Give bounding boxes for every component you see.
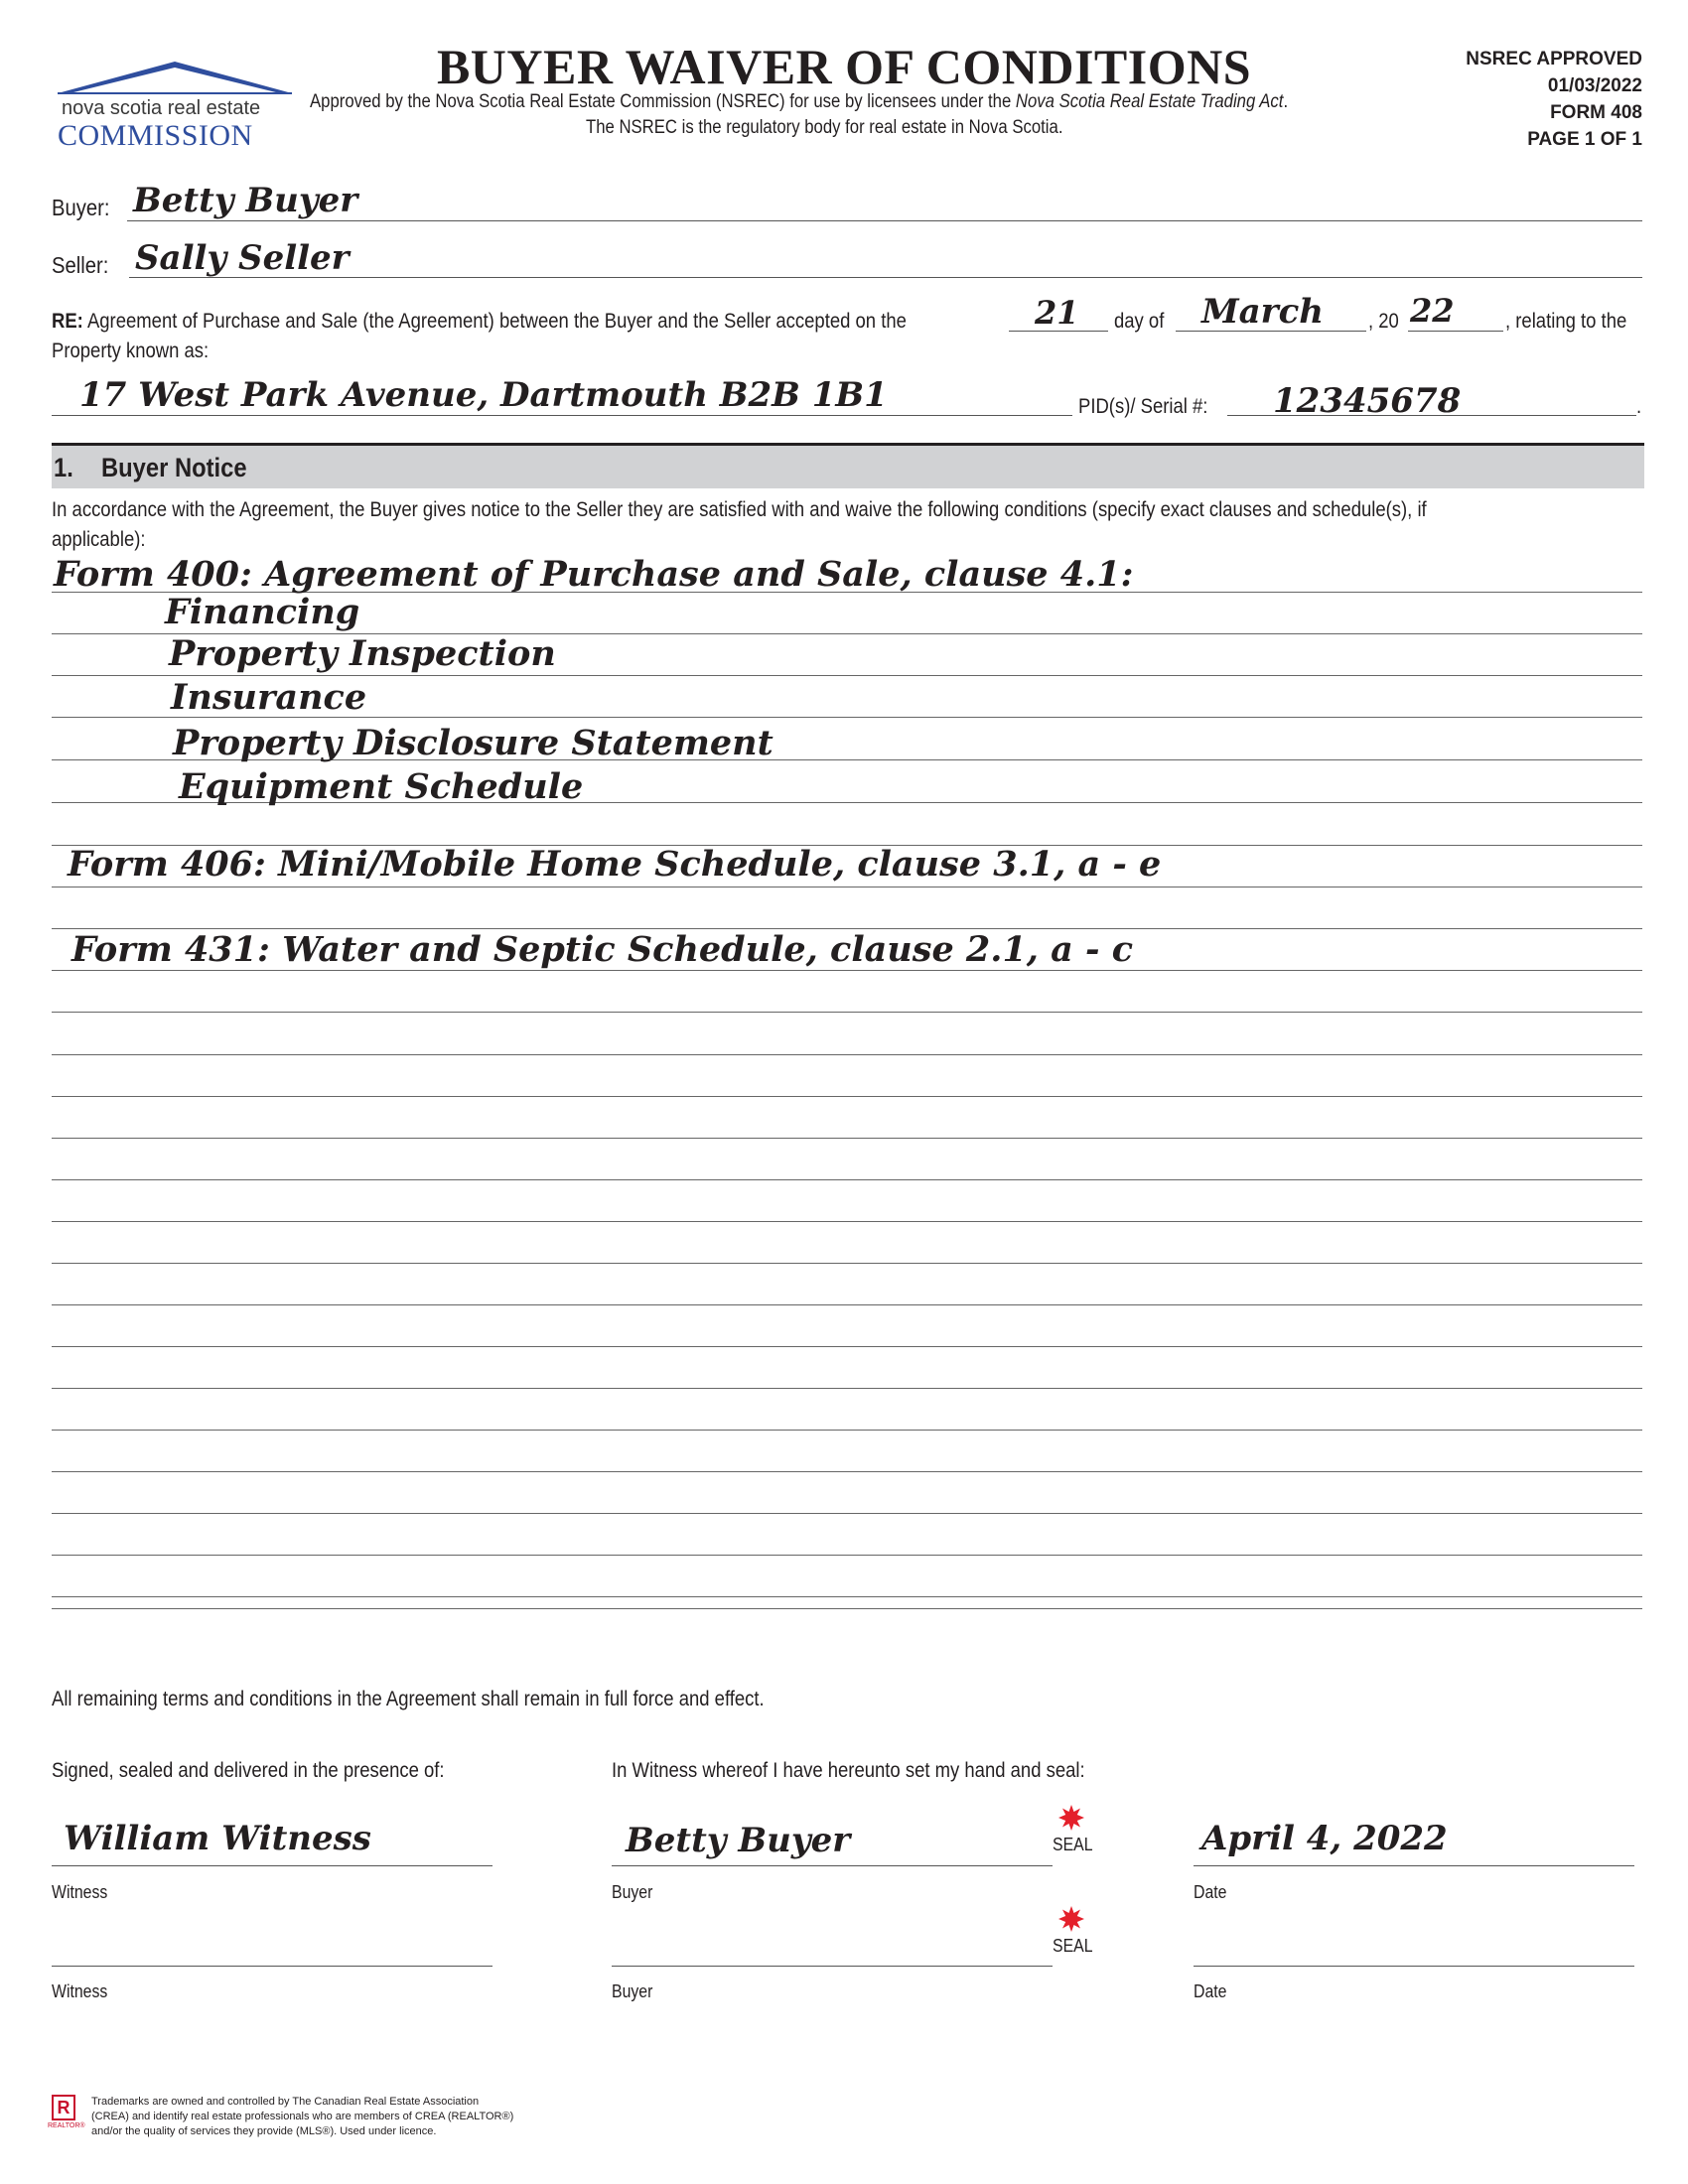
logo-line1: nova scotia real estate bbox=[62, 97, 261, 119]
relating-text: , relating to the bbox=[1505, 310, 1627, 333]
signed-sealed-label: Signed, sealed and delivered in the presence of: bbox=[52, 1759, 445, 1782]
section-intro-cont: applicable): bbox=[52, 528, 146, 551]
writing-line[interactable] bbox=[52, 1054, 1642, 1055]
witness-signature-1: William Witness bbox=[64, 1819, 371, 1858]
re-text: RE: Agreement of Purchase and Sale (the Agreement) between the Buyer and the Seller accepted on the bbox=[52, 310, 907, 333]
writing-line[interactable] bbox=[52, 1555, 1642, 1556]
pid-label: PID(s)/ Serial #: bbox=[1078, 395, 1208, 418]
date-value-1: April 4, 2022 bbox=[1201, 1819, 1448, 1858]
day-value: 21 bbox=[1035, 294, 1079, 332]
pid-value: 12345678 bbox=[1273, 381, 1462, 421]
year-prefix: , 20 bbox=[1368, 310, 1399, 333]
property-field[interactable] bbox=[52, 415, 1072, 416]
condition-form400: Form 400: Agreement of Purchase and Sale, clause 4.1: bbox=[54, 554, 1134, 595]
seal-label-2: SEAL bbox=[1053, 1936, 1093, 1956]
page-number: PAGE 1 OF 1 bbox=[1527, 129, 1642, 150]
date-line-2[interactable] bbox=[1194, 1966, 1634, 1967]
writing-line[interactable] bbox=[52, 1179, 1642, 1180]
section-intro: In accordance with the Agreement, the Buyer gives notice to the Seller they are satisfied with and waive the following conditions (specify exact clauses and schedule(s), if bbox=[52, 498, 1427, 521]
witness-label-1: Witness bbox=[52, 1882, 108, 1902]
form-number: FORM 408 bbox=[1550, 102, 1642, 123]
remaining-terms: All remaining terms and conditions in the Agreement shall remain in full force and effect. bbox=[52, 1688, 765, 1710]
writing-line[interactable] bbox=[52, 1346, 1642, 1347]
buyer-label: Buyer: bbox=[52, 195, 110, 220]
buyer-signature-1: Betty Buyer bbox=[626, 1821, 851, 1860]
writing-line[interactable] bbox=[52, 1430, 1642, 1431]
section-header bbox=[52, 446, 1644, 488]
condition-form431: Form 431: Water and Septic Schedule, clause 2.1, a - c bbox=[71, 929, 1134, 970]
writing-line[interactable] bbox=[52, 1304, 1642, 1305]
trademark-notice: Trademarks are owned and controlled by The Canadian Real Estate Association (CREA) and identify real estate professionals who are members of CREA (REALTOR®) and/or the quality of services they provide (MLS®). Used under licence. bbox=[91, 2096, 514, 2137]
day-of-label: day of bbox=[1114, 310, 1165, 333]
writing-line[interactable] bbox=[52, 1596, 1642, 1597]
writing-line[interactable] bbox=[52, 675, 1642, 676]
regulatory-statement: The NSREC is the regulatory body for real estate in Nova Scotia. bbox=[586, 117, 1063, 138]
section-number: 1. bbox=[54, 453, 73, 482]
condition-form406: Form 406: Mini/Mobile Home Schedule, clause 3.1, a - e bbox=[68, 844, 1162, 885]
writing-line[interactable] bbox=[52, 1221, 1642, 1222]
buyer-value: Betty Buyer bbox=[133, 181, 358, 220]
buyer-field[interactable] bbox=[127, 220, 1642, 221]
form-meta bbox=[1466, 46, 1642, 153]
approval-statement: Approved by the Nova Scotia Real Estate Commission (NSREC) for use by licensees under the Nova Scotia Real Estate Trading Act. bbox=[310, 91, 1289, 112]
writing-line[interactable] bbox=[52, 1471, 1642, 1472]
witness-line-2[interactable] bbox=[52, 1966, 492, 1967]
writing-line[interactable] bbox=[52, 1138, 1642, 1139]
logo-line2: COMMISSION bbox=[58, 119, 253, 152]
writing-line[interactable] bbox=[52, 1263, 1642, 1264]
in-witness-label: In Witness whereof I have hereunto set my hand and seal: bbox=[612, 1759, 1085, 1782]
seal-label-1: SEAL bbox=[1053, 1835, 1093, 1854]
year-value: 22 bbox=[1410, 292, 1455, 330]
date-label-1: Date bbox=[1194, 1882, 1227, 1902]
buyer-line-1[interactable] bbox=[612, 1865, 1053, 1866]
section-title: Buyer Notice bbox=[101, 453, 247, 482]
year-field[interactable] bbox=[1408, 331, 1503, 332]
realtor-word: REALTOR® bbox=[48, 2122, 85, 2129]
page-title: BUYER WAIVER OF CONDITIONS bbox=[436, 39, 1252, 94]
date-label-2: Date bbox=[1194, 1981, 1227, 2001]
witness-line-1[interactable] bbox=[52, 1865, 492, 1866]
property-known-label: Property known as: bbox=[52, 340, 210, 362]
writing-line[interactable] bbox=[52, 1096, 1642, 1097]
seller-label: Seller: bbox=[52, 252, 109, 278]
property-value: 17 West Park Avenue, Dartmouth B2B 1B1 bbox=[79, 375, 888, 415]
condition-inspection: Property Inspection bbox=[169, 633, 556, 674]
writing-line[interactable] bbox=[52, 1388, 1642, 1389]
writing-line[interactable] bbox=[52, 970, 1642, 971]
realtor-logo bbox=[48, 2095, 85, 2138]
approved-date: 01/03/2022 bbox=[1547, 75, 1642, 96]
seal-star-icon bbox=[1058, 1805, 1084, 1831]
buyer-line-2[interactable] bbox=[612, 1966, 1053, 1967]
writing-line[interactable] bbox=[52, 1608, 1642, 1609]
condition-disclosure: Property Disclosure Statement bbox=[173, 723, 774, 763]
seal-star-icon bbox=[1058, 1906, 1084, 1932]
buyer-label-1: Buyer bbox=[612, 1882, 653, 1902]
realtor-r-icon: R bbox=[52, 2095, 75, 2120]
seller-value: Sally Seller bbox=[135, 238, 350, 278]
writing-line[interactable] bbox=[52, 1012, 1642, 1013]
condition-equipment: Equipment Schedule bbox=[179, 766, 584, 807]
writing-line[interactable] bbox=[52, 1513, 1642, 1514]
witness-label-2: Witness bbox=[52, 1981, 108, 2001]
month-value: March bbox=[1201, 292, 1325, 332]
condition-financing: Financing bbox=[165, 592, 360, 632]
buyer-label-2: Buyer bbox=[612, 1981, 653, 2001]
pid-end-period: . bbox=[1636, 395, 1642, 418]
condition-insurance: Insurance bbox=[171, 677, 367, 718]
date-line-1[interactable] bbox=[1194, 1865, 1634, 1866]
approved-label: NSREC APPROVED bbox=[1466, 49, 1642, 69]
seller-field[interactable] bbox=[129, 277, 1642, 278]
